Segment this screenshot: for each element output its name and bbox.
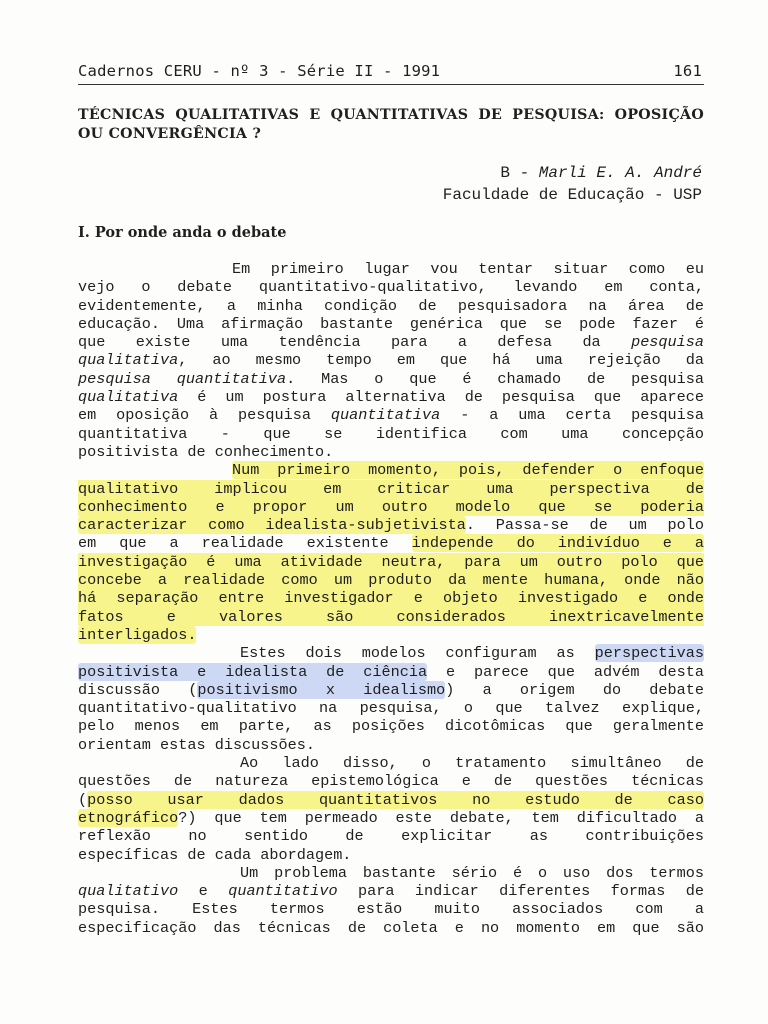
- text-line: em que a realidade existente independe do indivíduo e a: [78, 534, 704, 553]
- text-line: discussão (positivismo x idealismo) a origem do debate: [78, 680, 704, 699]
- text-line: vejo o debate quantitativo-qualitativo, levando em conta,: [78, 278, 704, 297]
- yellow-highlight: interligados.: [78, 625, 197, 644]
- text-line-highlighted: [78, 461, 704, 479]
- text-line-highlighted: qualitativo implicou em criticar uma perspectiva de: [78, 479, 704, 498]
- text-line: qualitativo e quantitativo para indicar diferentes formas de: [78, 882, 704, 901]
- text-line: educação. Uma afirmação bastante genérica que se pode fazer é: [78, 314, 704, 333]
- text-line-highlighted: fatos e valores são considerados inextricavelmente: [78, 607, 704, 626]
- running-header: [78, 58, 704, 85]
- author-block: [443, 162, 702, 206]
- text-line: específicas de cada abordagem.: [78, 845, 352, 864]
- yellow-highlight: independe do indivíduo e a: [411, 534, 704, 553]
- text-line: questões de natureza epistemológica e de questões técnicas: [78, 772, 704, 791]
- text-line: positivista e idealista de ciência e parece que advém desta: [78, 662, 704, 681]
- text-line-highlighted: concebe a realidade como um produto da mente humana, onde não: [78, 571, 704, 590]
- author-name: Marli E. A. André: [538, 164, 702, 182]
- text-line: Um problema bastante sério é o uso dos termos: [240, 863, 704, 882]
- section-heading: I. Por onde anda o debate: [78, 224, 287, 241]
- text-line: Em primeiro lugar vou tentar situar como eu: [232, 260, 704, 278]
- body-text: [78, 260, 704, 937]
- title-line-1: TÉCNICAS QUALITATIVAS E QUANTITATIVAS DE PESQUISA: OPOSIÇÃO: [78, 107, 704, 123]
- title-line-2: OU CONVERGÊNCIA ?: [78, 126, 262, 142]
- text-line: qualitativa, ao mesmo tempo em que há uma rejeição da: [78, 351, 704, 370]
- author-name-line: [443, 162, 702, 184]
- yellow-highlight: Num primeiro momento, pois, defender o enfoque: [232, 461, 704, 480]
- text-line: especificação das técnicas de coleta e no momento em que são: [78, 918, 704, 937]
- journal-citation: Cadernos CERU - nº 3 - Série II - 1991: [78, 62, 441, 80]
- text-line: pelo menos em parte, as posições dicotômicas que geralmente: [78, 717, 704, 736]
- blue-highlight: perspectivas: [594, 644, 704, 663]
- author-prefix: B -: [500, 164, 539, 182]
- yellow-highlight: caracterizar como idealista-subjetivista: [78, 516, 466, 535]
- text-line: Estes dois modelos configuram as perspectivas: [240, 644, 704, 663]
- text-line: evidentemente, a minha condição de pesquisadora na área de: [78, 296, 704, 315]
- text-line: etnográfico?) que tem permeado este debate, tem dificultado a: [78, 808, 704, 827]
- text-line: qualitativa é um postura alternativa de pesquisa que aparece: [78, 388, 704, 407]
- text-line-highlighted: investigação é uma atividade neutra, para um outro polo que: [78, 552, 704, 571]
- blue-highlight: positivista e idealista de ciência: [78, 662, 428, 681]
- text-line: reflexão no sentido de explicitar as contribuições: [78, 827, 704, 846]
- text-line: quantitativo-qualitativo na pesquisa, o que talvez explique,: [78, 699, 704, 718]
- text-line: pesquisa quantitativa. Mas o que é chamado de pesquisa: [78, 369, 704, 388]
- article-title: [78, 106, 704, 144]
- text-line-highlighted: [78, 626, 704, 644]
- text-line-highlighted: há separação entre investigador e objeto investigado e onde: [78, 589, 704, 608]
- text-line: (posso usar dados quantitativos no estudo de caso: [78, 790, 704, 809]
- yellow-highlight: posso usar dados quantitativos no estudo de caso: [87, 790, 704, 809]
- text-line-highlighted: conhecimento e propor um outro modelo que se poderia: [78, 497, 704, 516]
- text-line: que existe uma tendência para a defesa da pesquisa: [78, 333, 704, 352]
- page-number: 161: [673, 62, 702, 80]
- text-line: pesquisa. Estes termos estão muito associados com a: [78, 900, 704, 919]
- text-line: caracterizar como idealista-subjetivista. Passa-se de um polo: [78, 516, 704, 535]
- text-line: em oposição à pesquisa quantitativa - a uma certa pesquisa: [78, 406, 705, 425]
- author-affiliation: Faculdade de Educação - USP: [442, 186, 702, 204]
- text-line: positivista de conhecimento.: [78, 442, 334, 461]
- yellow-highlight: etnográfico: [78, 808, 179, 827]
- text-line: Ao lado disso, o tratamento simultâneo de: [240, 754, 704, 773]
- text-line: orientam estas discussões.: [78, 735, 315, 754]
- blue-highlight: positivismo x idealismo: [197, 680, 446, 699]
- text-line: quantitativa - que se identifica com uma concepção: [78, 424, 704, 443]
